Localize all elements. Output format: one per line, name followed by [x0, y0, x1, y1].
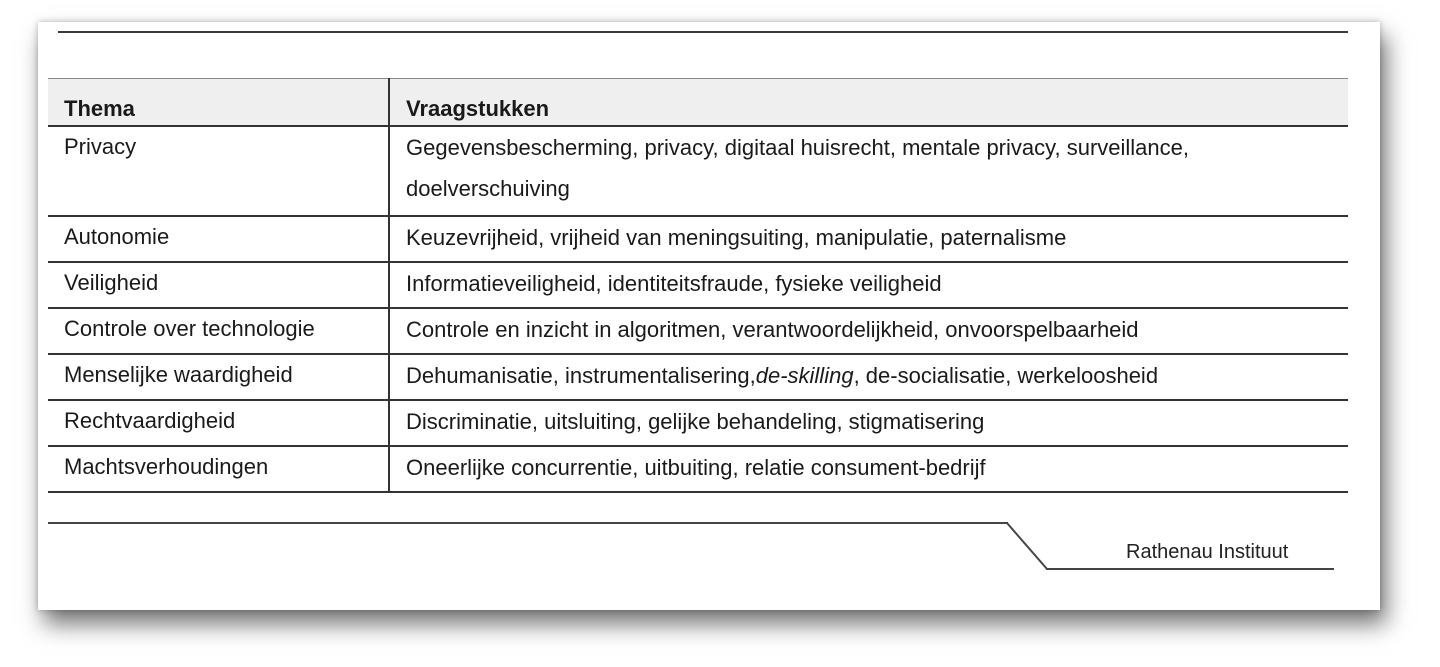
- table-row: [48, 354, 1348, 400]
- themes-table: [48, 78, 1348, 493]
- header-thema: Thema: [48, 79, 389, 127]
- document-card: [38, 22, 1380, 610]
- thema-cell: Veiligheid: [48, 262, 389, 308]
- vraagstukken-cell: Controle en inzicht in algoritmen, verantwoordelijkheid, onvoorspelbaarheid: [389, 308, 1348, 354]
- vraagstukken-text-before: Dehumanisatie, instrumentalisering,: [406, 363, 756, 388]
- vraagstukken-text-italic: de-skilling: [755, 363, 854, 388]
- top-rule: [58, 31, 1348, 33]
- header-vraagstukken: Vraagstukken: [389, 79, 1348, 127]
- footer-brand: Rathenau Instituut: [1126, 541, 1289, 563]
- table-row: [48, 446, 1348, 492]
- footer-diagonal-rule: [1006, 522, 1050, 570]
- vraagstukken-text-after: , de-socialisatie, werkeloosheid: [853, 363, 1159, 388]
- thema-cell: Machtsverhoudingen: [48, 446, 389, 492]
- vraagstukken-cell: Oneerlijke concurrentie, uitbuiting, relatie consument-bedrijf: [389, 446, 1348, 492]
- vraagstukken-cell: Informatieveiligheid, identiteitsfraude, fysieke veiligheid: [389, 262, 1348, 308]
- table-row: [48, 308, 1348, 354]
- table-row: [48, 262, 1348, 308]
- table-header-row: [48, 79, 1348, 127]
- table-row: [48, 126, 1348, 216]
- footer-rule-right: [1046, 568, 1334, 570]
- thema-cell: Privacy: [48, 126, 389, 216]
- thema-cell: Menselijke waardigheid: [48, 354, 389, 400]
- vraagstukken-cell: Discriminatie, uitsluiting, gelijke behandeling, stigmatisering: [389, 400, 1348, 446]
- thema-cell: Controle over technologie: [48, 308, 389, 354]
- vraagstukken-cell: Keuzevrijheid, vrijheid van meningsuiting, manipulatie, paternalisme: [389, 216, 1348, 262]
- thema-cell: Rechtvaardigheid: [48, 400, 389, 446]
- vraagstukken-cell: [389, 354, 1348, 400]
- footer-rule: [48, 522, 1008, 524]
- table-row: [48, 400, 1348, 446]
- table-row: [48, 216, 1348, 262]
- vraagstukken-cell: Gegevensbescherming, privacy, digitaal huisrecht, mentale privacy, surveillance, doelverschuiving: [389, 126, 1348, 216]
- thema-cell: Autonomie: [48, 216, 389, 262]
